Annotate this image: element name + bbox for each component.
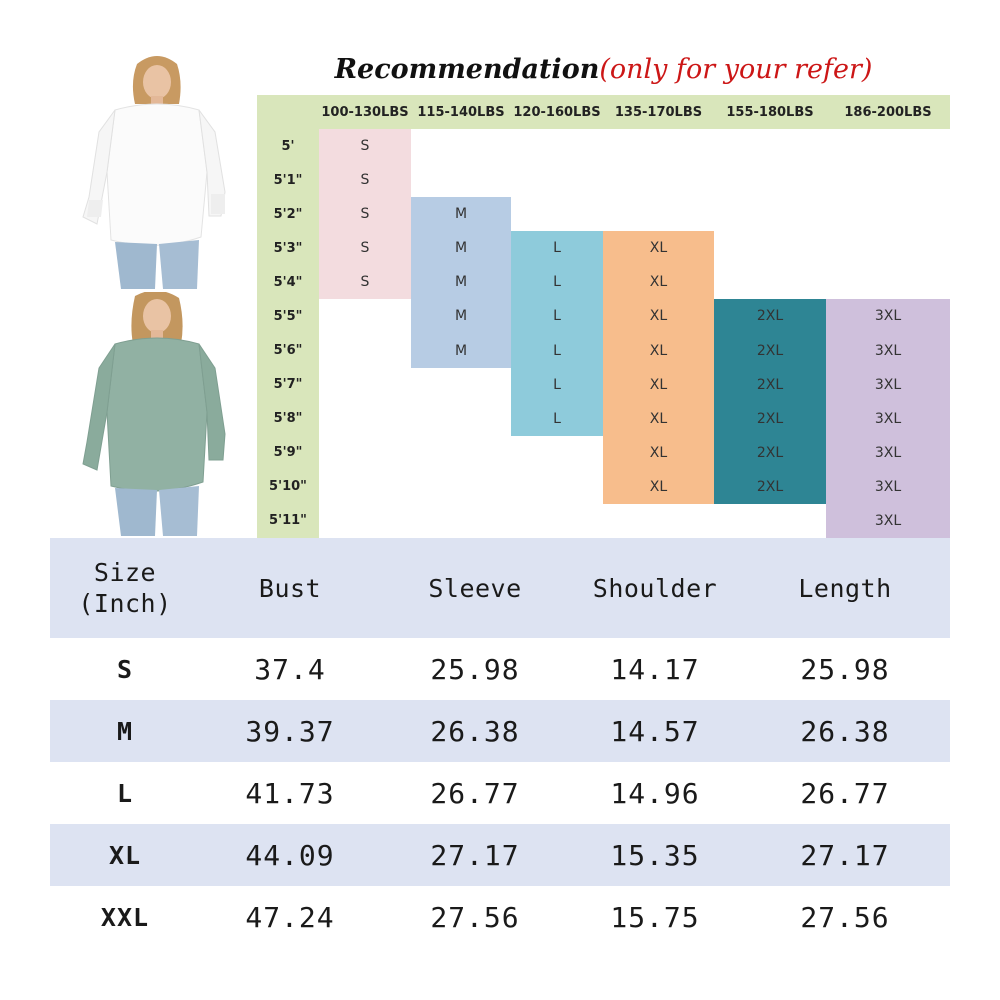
measurement-value: 26.77 [800, 776, 890, 810]
size-cell: 3XL [826, 368, 950, 402]
size-row [50, 638, 950, 700]
size-cell [603, 163, 714, 197]
size-cell: 3XL [826, 436, 950, 470]
header-length: Length [740, 538, 950, 638]
size-cell: M [411, 231, 511, 265]
measurement-value: 47.24 [245, 900, 335, 934]
height-label: 5'11" [257, 504, 319, 538]
size-recommendation-grid [257, 95, 950, 538]
height-label: 5'6" [257, 333, 319, 367]
size-cell: 3XL [826, 402, 950, 436]
size-cell [511, 197, 603, 231]
size-cell [319, 470, 411, 504]
size-cell [511, 163, 603, 197]
size-cell [714, 163, 826, 197]
size-cell [826, 163, 950, 197]
height-label: 5'7" [257, 368, 319, 402]
measurement-value: 25.98 [800, 652, 890, 686]
size-cell [411, 504, 511, 538]
header-sleeve: Sleeve [380, 538, 570, 638]
size-cell [714, 129, 826, 163]
size-cell [411, 163, 511, 197]
size-row [50, 824, 950, 886]
height-label: 5'3" [257, 231, 319, 265]
measurement-value: 26.38 [740, 700, 950, 762]
measurement-value: 44.09 [200, 824, 380, 886]
size-cell: M [411, 197, 511, 231]
size-cell: S [319, 231, 411, 265]
size-cell: 2XL [714, 299, 826, 333]
height-label: 5'5" [257, 299, 319, 333]
measurement-value: 37.4 [254, 652, 326, 686]
size-cell [411, 129, 511, 163]
size-cell [319, 333, 411, 367]
size-cell: L [511, 368, 603, 402]
size-label: M [50, 700, 200, 762]
size-cell [411, 402, 511, 436]
size-label: L [116, 778, 134, 808]
measurement-value: 41.73 [245, 776, 335, 810]
measurement-value: 27.17 [380, 824, 570, 886]
measurement-value: 27.17 [740, 824, 950, 886]
size-cell: 2XL [714, 402, 826, 436]
size-cell: S [319, 163, 411, 197]
measurement-value: 27.56 [430, 900, 520, 934]
size-cell: S [319, 265, 411, 299]
size-cell: 2XL [714, 436, 826, 470]
size-cell [603, 129, 714, 163]
size-cell: L [511, 402, 603, 436]
weight-header: 155-180LBS [714, 95, 826, 129]
measurement-value: 14.57 [570, 700, 740, 762]
height-label: 5'9" [257, 436, 319, 470]
size-cell [319, 504, 411, 538]
height-label: 5'2" [257, 197, 319, 231]
size-cell: XL [603, 299, 714, 333]
size-label: XXL [100, 902, 150, 932]
size-measurement-table [50, 538, 950, 948]
header-size: Size (Inch) [50, 538, 200, 638]
size-cell: S [319, 197, 411, 231]
size-cell: M [411, 265, 511, 299]
size-cell: XL [603, 333, 714, 367]
size-cell [511, 129, 603, 163]
size-cell: 3XL [826, 470, 950, 504]
size-cell [511, 504, 603, 538]
weight-header: 115-140LBS [411, 95, 511, 129]
model-green-blouse-photo [75, 292, 240, 536]
size-cell: XL [603, 402, 714, 436]
grid-corner [257, 95, 319, 129]
size-cell: 2XL [714, 333, 826, 367]
size-row [50, 762, 950, 824]
size-cell: L [511, 231, 603, 265]
size-cell [826, 265, 950, 299]
weight-header: 135-170LBS [603, 95, 714, 129]
size-cell: XL [603, 470, 714, 504]
size-label: S [116, 654, 134, 684]
size-cell [826, 129, 950, 163]
size-cell: XL [603, 265, 714, 299]
size-cell [714, 504, 826, 538]
weight-header: 186-200LBS [826, 95, 950, 129]
size-cell: S [319, 129, 411, 163]
measurement-value: 39.37 [200, 700, 380, 762]
size-cell [603, 197, 714, 231]
size-cell: M [411, 333, 511, 367]
size-cell: 3XL [826, 299, 950, 333]
measurement-value: 26.77 [430, 776, 520, 810]
size-cell: 2XL [714, 368, 826, 402]
measurement-value: 25.98 [430, 652, 520, 686]
size-cell [603, 504, 714, 538]
size-row [50, 700, 950, 762]
header-shoulder: Shoulder [570, 538, 740, 638]
height-label: 5'10" [257, 470, 319, 504]
size-cell [714, 197, 826, 231]
header-bust: Bust [200, 538, 380, 638]
size-cell: L [511, 333, 603, 367]
measurement-value: 15.75 [610, 900, 700, 934]
size-cell [319, 402, 411, 436]
height-label: 5'8" [257, 402, 319, 436]
size-cell: 3XL [826, 333, 950, 367]
size-cell: L [511, 265, 603, 299]
size-cell: 3XL [826, 504, 950, 538]
size-cell [511, 470, 603, 504]
size-cell: M [411, 299, 511, 333]
height-label: 5'1" [257, 163, 319, 197]
size-cell: XL [603, 368, 714, 402]
height-label: 5'4" [257, 265, 319, 299]
size-cell [319, 299, 411, 333]
size-cell [411, 368, 511, 402]
weight-header: 120-160LBS [511, 95, 603, 129]
size-cell [411, 436, 511, 470]
size-cell [319, 368, 411, 402]
weight-header: 100-130LBS [319, 95, 411, 129]
size-row [50, 886, 950, 948]
size-cell: 2XL [714, 470, 826, 504]
size-table-header-row [50, 538, 950, 638]
recommendation-title [257, 52, 950, 92]
size-cell [714, 265, 826, 299]
size-cell [411, 470, 511, 504]
measurement-value: 14.96 [610, 776, 700, 810]
size-cell [826, 197, 950, 231]
size-cell: XL [603, 436, 714, 470]
size-cell: XL [603, 231, 714, 265]
size-cell [511, 436, 603, 470]
size-cell [826, 231, 950, 265]
measurement-value: 15.35 [570, 824, 740, 886]
measurement-value: 27.56 [800, 900, 890, 934]
height-label: 5' [257, 129, 319, 163]
title-note: (only for your refer) [599, 54, 873, 85]
measurement-value: 26.38 [380, 700, 570, 762]
size-cell: L [511, 299, 603, 333]
title-main: Recommendation [334, 54, 600, 85]
size-cell [714, 231, 826, 265]
measurement-value: 14.17 [610, 652, 700, 686]
size-label: XL [50, 824, 200, 886]
model-white-blouse-photo [75, 52, 240, 289]
size-cell [319, 436, 411, 470]
